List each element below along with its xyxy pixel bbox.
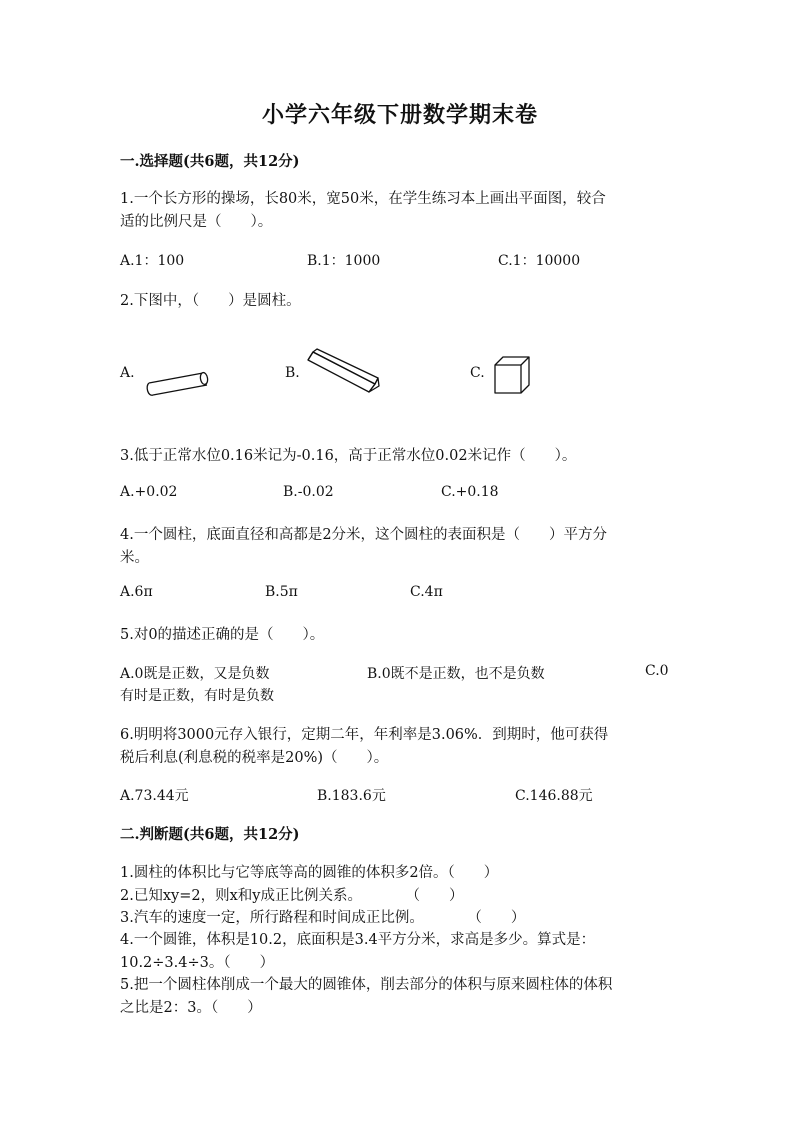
question-5-text: 5.对0的描述正确的是（ ）。 [120,627,325,643]
question-6-option-a: A.73.44元 [120,788,189,804]
section-heading-choice: 一.选择题(共6题，共12分) [120,153,300,170]
question-2-option-b: B. [285,365,300,381]
judgment-item-5-line-2: 之比是2：3。（ ） [120,1000,262,1016]
question-4-option-a: A.6π [120,584,153,600]
question-1-line-2: 适的比例尺是（ ）。 [120,214,273,230]
question-1-option-a: A.1：100 [120,253,185,269]
question-6-line-2: 税后利息(利息税的税率是20%)（ ）。 [120,750,389,766]
question-4-line-1: 4.一个圆柱，底面直径和高都是2分米，这个圆柱的表面积是（ ）平方分 [120,527,608,543]
cube-icon [494,356,530,396]
question-3-text: 3.低于正常水位0.16米记为-0.16，高于正常水位0.02米记作（ ）。 [120,448,577,464]
question-5-option-a: A.0既是正数，又是负数 [120,666,270,682]
triangular-prism-icon [305,348,387,398]
question-6-option-c: C.146.88元 [515,788,593,804]
question-6-line-1: 6.明明将3000元存入银行，定期二年，年利率是3.06%．到期时，他可获得 [120,727,609,743]
question-1-line-1: 1.一个长方形的操场，长80米，宽50米，在学生练习本上画出平面图，较合 [120,191,606,207]
question-3-option-c: C.+0.18 [441,484,499,500]
judgment-item-1: 1.圆柱的体积比与它等底等高的圆锥的体积多2倍。（ ） [120,865,499,881]
judgment-item-5-line-1: 5.把一个圆柱体削成一个最大的圆锥体，削去部分的体积与原来圆柱体的体积 [120,977,613,993]
question-5-option-c-continued: 有时是正数，有时是负数 [120,688,274,704]
question-1-option-b: B.1：1000 [307,253,381,269]
judgment-item-4-line-1: 4.一个圆锥，体积是10.2，底面积是3.4平方分米，求高是多少。算式是： [120,932,596,948]
question-2-option-c: C. [470,365,485,381]
section-heading-judgment: 二.判断题(共6题，共12分) [120,826,300,843]
question-5-option-c: C.0 [645,663,669,679]
question-4-line-2: 米。 [120,550,149,566]
judgment-item-4-line-2: 10.2÷3.4÷3。（ ） [120,955,275,971]
question-3-option-a: A.+0.02 [120,484,178,500]
question-3-option-b: B.-0.02 [283,484,334,500]
judgment-item-3: 3.汽车的速度一定，所行路程和时间成正比例。 （ ） [120,910,526,926]
cylinder-icon [145,370,211,400]
question-5-option-b: B.0既不是正数，也不是负数 [367,666,545,682]
question-4-option-b: B.5π [265,584,298,600]
page-title: 小学六年级下册数学期末卷 [261,102,538,128]
question-2-text: 2.下图中，（ ）是圆柱。 [120,293,301,309]
question-4-option-c: C.4π [410,584,443,600]
judgment-item-2: 2.已知xy=2，则x和y成正比例关系。 （ ） [120,888,464,904]
question-1-option-c: C.1：10000 [498,253,581,269]
question-6-option-b: B.183.6元 [317,788,386,804]
question-2-option-a: A. [120,365,135,381]
